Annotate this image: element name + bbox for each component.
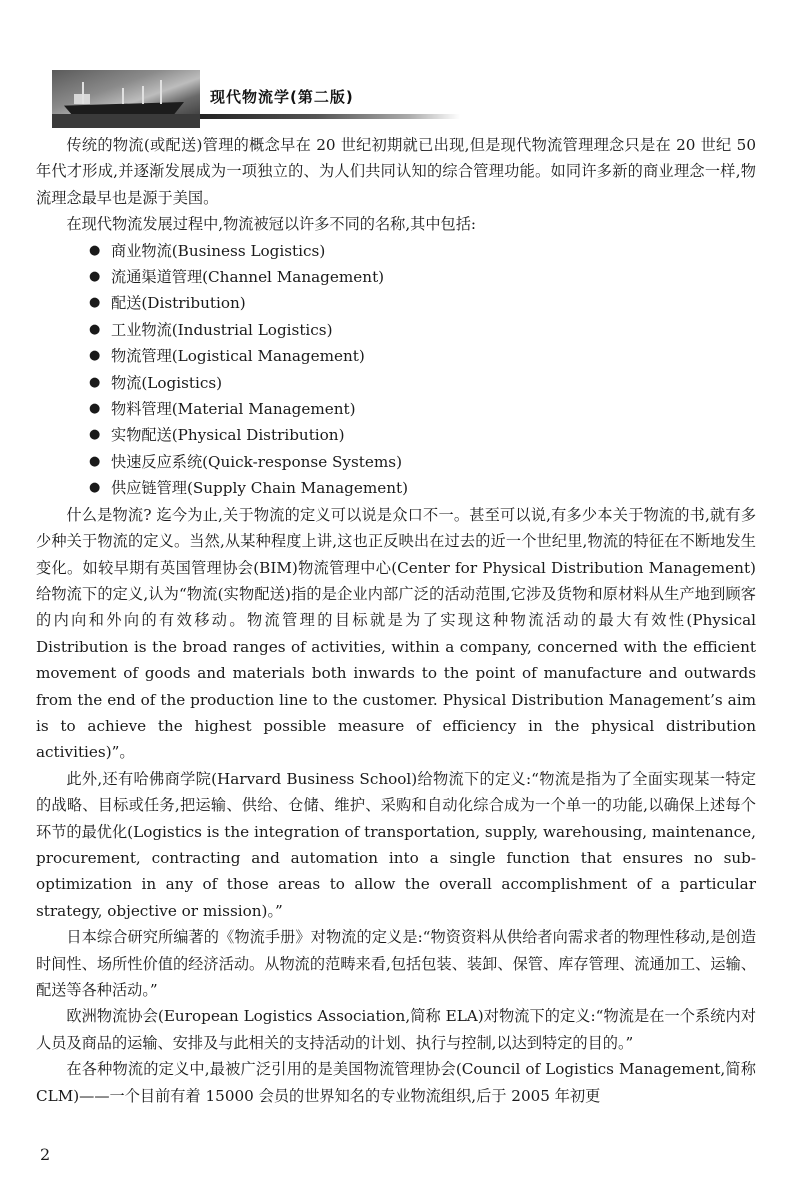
paragraph-japan-definition: 日本综合研究所编著的《物流手册》对物流的定义是:“物资资料从供给者向需求者的物理性移动,是创造时间性、场所性价值的经济活动。从物流的范畴来看,包括包装、装卸、保管、库存管理、流通加工、运输、配送等各种活动。”	[36, 928, 756, 999]
cargo-ship-photo-icon	[52, 70, 200, 128]
paragraph-intro-2: 在现代物流发展过程中,物流被冠以许多不同的名称,其中包括:	[66, 215, 477, 234]
paragraph-clm-definition: 在各种物流的定义中,最被广泛引用的是美国物流管理协会(Council of Logistics Management,简称 CLM)——一个目前有着 15000 会员的世界知名的专业物流组织,后于 2005 年初更	[36, 1060, 756, 1105]
page-number: 2	[40, 1145, 51, 1164]
bullet-icon: ●	[89, 480, 101, 496]
running-header	[52, 70, 612, 128]
bullet-icon: ●	[89, 374, 101, 390]
paragraph-definitions-overview: 什么是物流? 迄今为止,关于物流的定义可以说是众口不一。甚至可以说,有多少本关于物流的书,就有多少种关于物流的定义。当然,从某种程度上讲,这也正反映出在过去的近一个世纪里,物流的特征在不断地发生变化。如较早期有英国管理协会(BIM)物流管理中心(Center for Physical Distribution Management)给物流下的定义,认为“物流(实物配送)指的是企业内部广泛的活动范围,它涉及货物和原材料从生产地到顾客的内向和外向的有效移动。物流管理的目标就是为了实现这种物流活动的最大有效性(Physical Distribution is the broad ranges of activities, within a company, concerned with the efficient movement of goods and materials both inwards to the point of manufacture and outwards from the end of the production line to the customer. Physical Distribution Management’s aim is to achieve the highest possible measure of efficiency in the physical distribution activities)”。	[36, 505, 757, 762]
bullet-icon: ●	[89, 269, 101, 285]
bullet-icon: ●	[89, 348, 101, 364]
header-rule	[200, 114, 460, 119]
bullet-icon: ●	[89, 295, 101, 311]
bullet-icon: ●	[89, 427, 101, 443]
paragraph-intro-1: 传统的物流(或配送)管理的概念早在 20 世纪初期就已出现,但是现代物流管理理念只是在 20 世纪 50 年代才形成,并逐渐发展成为一项独立的、为人们共同认知的综合管理功能。如同许多新的商业理念一样,物流理念最早也是源于美国。	[36, 136, 756, 207]
bullet-icon: ●	[89, 242, 101, 258]
list-item: ● 实物配送(Physical Distribution)	[89, 422, 756, 448]
list-item: ● 供应链管理(Supply Chain Management)	[89, 475, 756, 501]
paragraph-harvard-definition: 此外,还有哈佛商学院(Harvard Business School)给物流下的定义:“物流是指为了全面实现某一特定的战略、目标或任务,把运输、供给、仓储、维护、采购和自动化综合成为一个单一的功能,以确保上述每个环节的最优化(Logistics is the integration of transportation, supply, warehousing, maintenance, procurement, contracting and automation into a single function that ensures no sub-optimization in any of those areas to allow the overall accomplishment of a particular strategy, objective or mission)。”	[36, 769, 756, 920]
bullet-icon: ●	[89, 401, 101, 417]
list-item: ● 物料管理(Material Management)	[89, 396, 756, 422]
bullet-icon: ●	[89, 453, 101, 469]
book-title: 现代物流学(第二版)	[210, 88, 354, 106]
logistics-names-list	[36, 238, 756, 502]
paragraph-ela-definition: 欧洲物流协会(European Logistics Association,简称 ELA)对物流下的定义:“物流是在一个系统内对人员及商品的运输、安排及与此相关的支持活动的计划、执行与控制,以达到特定的目的。”	[36, 1007, 756, 1052]
list-item: ● 流通渠道管理(Channel Management)	[89, 264, 756, 290]
list-item: ● 物流管理(Logistical Management)	[89, 343, 756, 369]
list-item: ● 快速反应系统(Quick-response Systems)	[89, 449, 756, 475]
list-item: ● 配送(Distribution)	[89, 290, 756, 316]
page-body	[36, 132, 756, 1109]
list-item: ● 商业物流(Business Logistics)	[89, 238, 756, 264]
bullet-icon: ●	[89, 321, 101, 337]
list-item: ● 工业物流(Industrial Logistics)	[89, 317, 756, 343]
list-item: ● 物流(Logistics)	[89, 370, 756, 396]
